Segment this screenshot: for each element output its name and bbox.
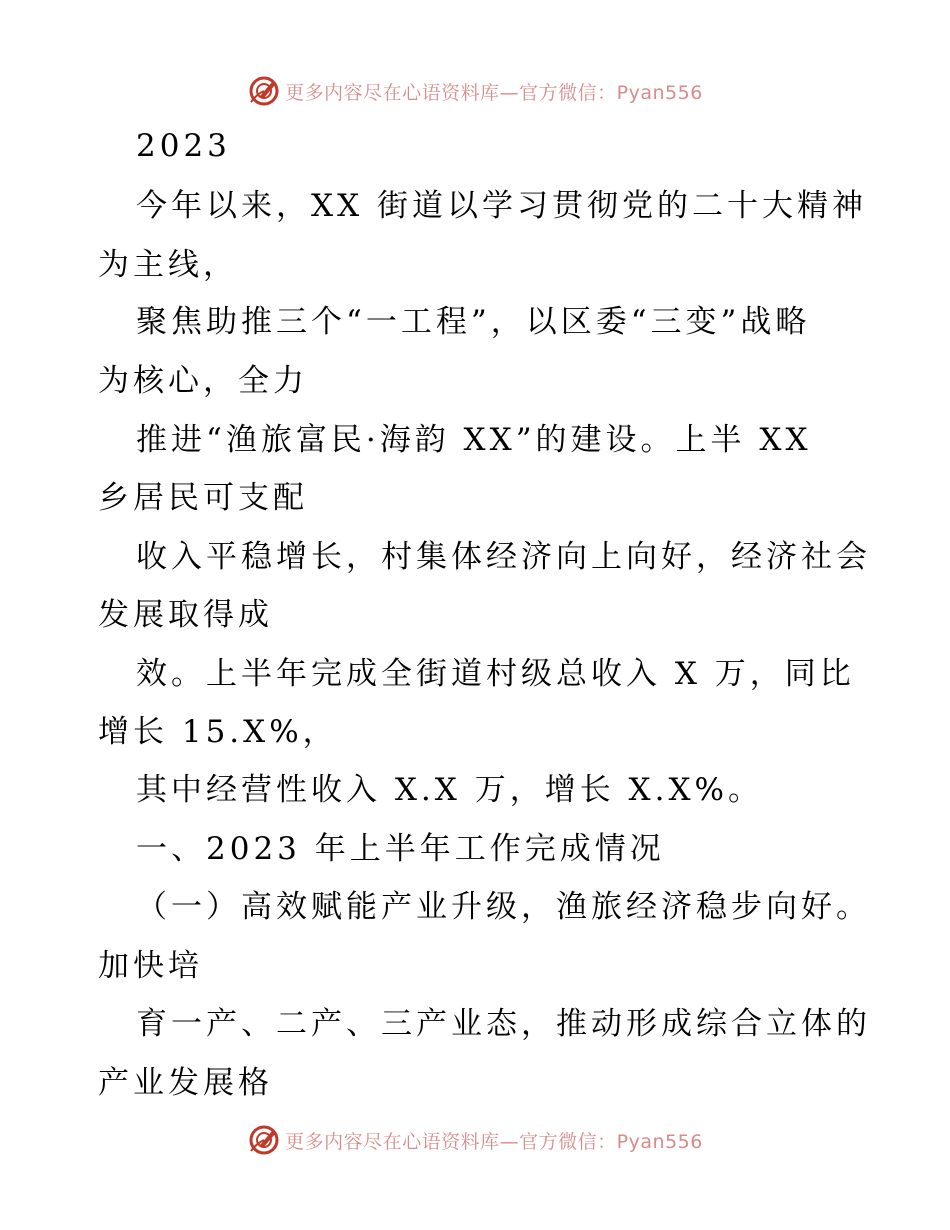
body-line: 效。上半年完成全街道村级总收入 X 万，同比	[136, 656, 855, 692]
subsection-heading: （一）高效赋能产业升级，渔旅经济稳步向好。	[136, 889, 871, 925]
body-line: 聚焦助推三个“一工程”，以区委“三变”战略	[136, 304, 811, 340]
body-line: 育一产、二产、三产业态，推动形成综合立体的	[136, 1006, 871, 1042]
body-line: 产业发展格	[98, 1065, 273, 1101]
body-line: 其中经营性收入 X.X 万，增长 X.X%。	[136, 772, 764, 808]
header-banner-text: 更多内容尽在心语资料库—官方微信：Pyan556	[285, 81, 703, 104]
body-line: 今年以来，XX 街道以学习贯彻党的二十大精神	[136, 188, 867, 224]
body-line: 收入平稳增长，村集体经济向上向好，经济社会	[136, 539, 871, 575]
pen-nib-logo-icon	[247, 1123, 281, 1157]
body-line: 推进“渔旅富民·海韵 XX”的建设。上半 XX	[136, 422, 812, 458]
body-line: 为核心，全力	[98, 363, 308, 399]
body-line: 为主线，	[98, 247, 238, 283]
footer-banner-text: 更多内容尽在心语资料库—官方微信：Pyan556	[285, 1130, 703, 1153]
section-heading: 一、2023 年上半年工作完成情况	[136, 831, 665, 867]
body-line: 乡居民可支配	[98, 480, 308, 516]
body-line: 增长 15.X%，	[98, 714, 338, 750]
footer-banner	[0, 1120, 950, 1160]
body-line: 发展取得成	[98, 597, 273, 633]
body-line: 2023	[136, 128, 231, 164]
body-line: 加快培	[98, 948, 203, 984]
